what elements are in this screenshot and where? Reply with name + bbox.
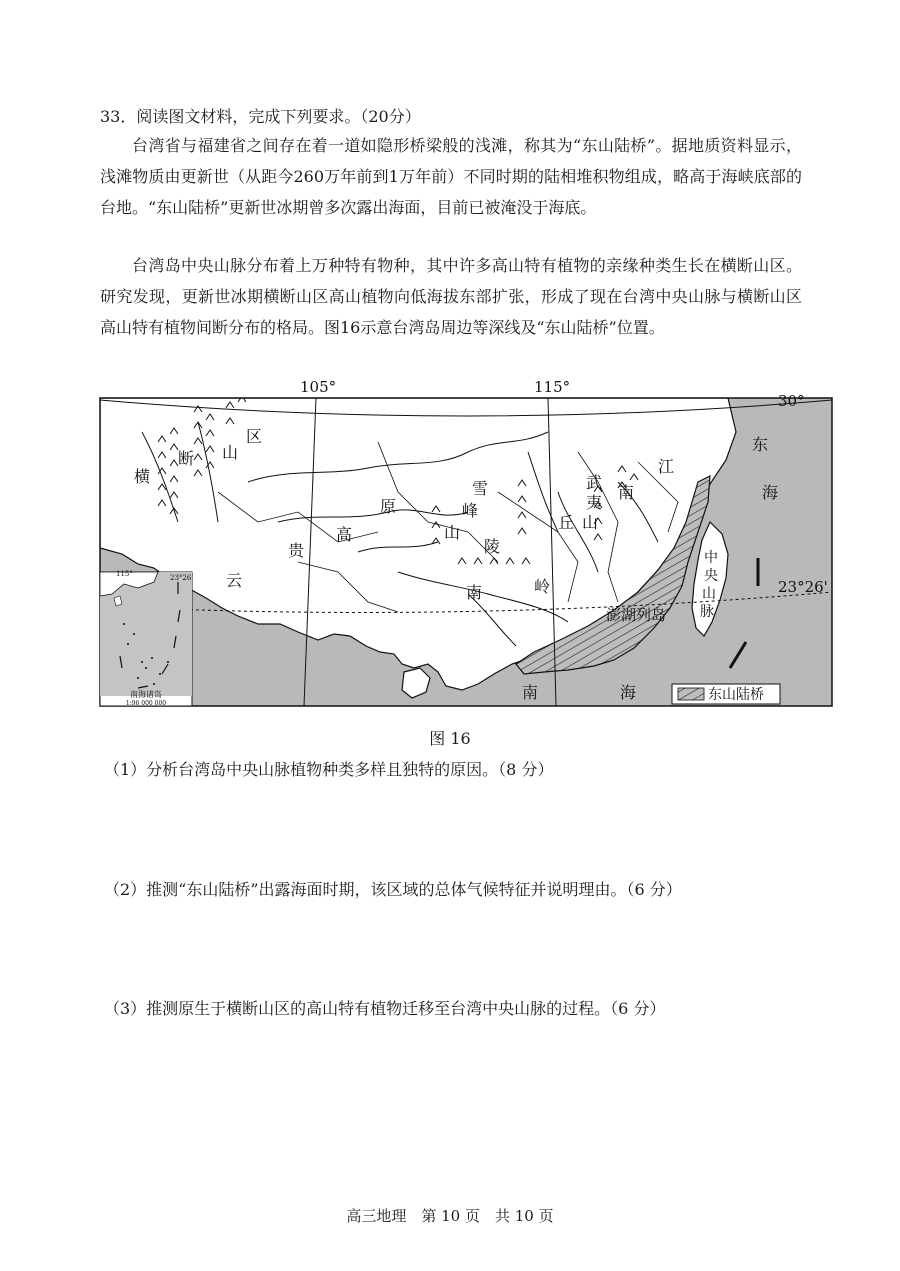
figure-16-map: [98, 372, 838, 717]
label-donghai-dong: 东: [752, 435, 769, 454]
lon-label-105: 105°: [300, 378, 337, 396]
label-gao: 高: [336, 525, 353, 544]
label-ling: 陵: [484, 537, 501, 556]
label-qu: 区: [246, 427, 263, 446]
label-qiu: 丘: [558, 513, 575, 532]
figure-caption: 图 16: [429, 729, 471, 748]
label-nanhai-nan: 南: [522, 683, 539, 702]
legend-label: 东山陆桥: [708, 687, 764, 703]
inset-lat-label: 23°26': [170, 574, 194, 582]
label-gui: 贵: [288, 541, 305, 560]
label-nanhai-hai: 海: [620, 683, 637, 702]
label-duan: 断: [178, 449, 195, 468]
page-footer: 高三地理 第 10 页 共 10 页: [346, 1207, 554, 1225]
label-penghu: 澎湖列岛: [606, 606, 667, 624]
label-wu: 武: [586, 473, 603, 492]
label-wy-shan: 山: [582, 513, 599, 532]
sub-question-2: （2）推测“东山陆桥”出露海面时期，该区域的总体气候特征并说明理由。（6 分）: [104, 880, 682, 899]
label-yi: 夷: [586, 493, 603, 512]
label-shan: 山: [222, 443, 239, 462]
material-paragraph-1: 台湾省与福建省之间存在着一道如隐形桥梁般的浅滩，称其为“东山陆桥”。据地质资料显示，浅滩物质由更新世（从距今260万年前到1万年前）不同时期的陆相堆积物组成，略高于海峡底部的台地。“东山陆桥”更新世冰期曾多次露出海面，目前已被淹没于海底。: [100, 136, 802, 217]
map-legend: [672, 684, 780, 704]
inset-caption: 南海诸岛: [130, 690, 162, 699]
south-china-sea-inset: [100, 570, 193, 707]
label-nanling-nan: 南: [466, 583, 483, 602]
label-donghai-hai: 海: [762, 483, 779, 502]
material-paragraph-2: 台湾岛中央山脉分布着上万种特有物种，其中许多高山特有植物的亲缘种类生长在横断山区。研究发现，更新世冰期横断山区高山植物向低海拔东部扩张，形成了现在台湾中央山脉与横断山区高山特有植物间断分布的格局。图16示意台湾岛周边等深线及“东山陆桥”位置。: [100, 256, 802, 337]
label-cm-shan: 山: [702, 586, 716, 602]
question-title: 33．阅读图文材料，完成下列要求。（20分）: [100, 107, 421, 126]
sub-question-3: （3）推测原生于横断山区的高山特有植物迁移至台湾中央山脉的过程。（6 分）: [104, 999, 666, 1018]
lat-label-tropic: 23°26': [778, 578, 828, 596]
inset-scale: 1:96 000 000: [125, 700, 167, 707]
lat-label-30: 30°: [778, 392, 805, 410]
label-nanling-ling: 岭: [534, 577, 551, 596]
label-heng: 横: [134, 467, 151, 486]
label-mai: 脉: [700, 604, 714, 620]
label-yun: 云: [226, 571, 243, 590]
label-yuan: 原: [380, 497, 397, 516]
label-yang: 央: [704, 568, 718, 584]
inset-lon-label: 115°: [116, 570, 133, 578]
label-jiang: 江: [658, 457, 675, 476]
lon-label-115: 115°: [534, 378, 571, 396]
map-svg: [98, 372, 838, 717]
label-zhong: 中: [704, 550, 718, 566]
sub-question-1: （1）分析台湾岛中央山脉植物种类多样且独特的原因。（8 分）: [104, 760, 554, 779]
label-feng: 峰: [462, 501, 479, 520]
label-xf-shan: 山: [444, 523, 461, 542]
label-xue: 雪: [472, 479, 489, 498]
label-jn-nan: 南: [618, 483, 635, 502]
